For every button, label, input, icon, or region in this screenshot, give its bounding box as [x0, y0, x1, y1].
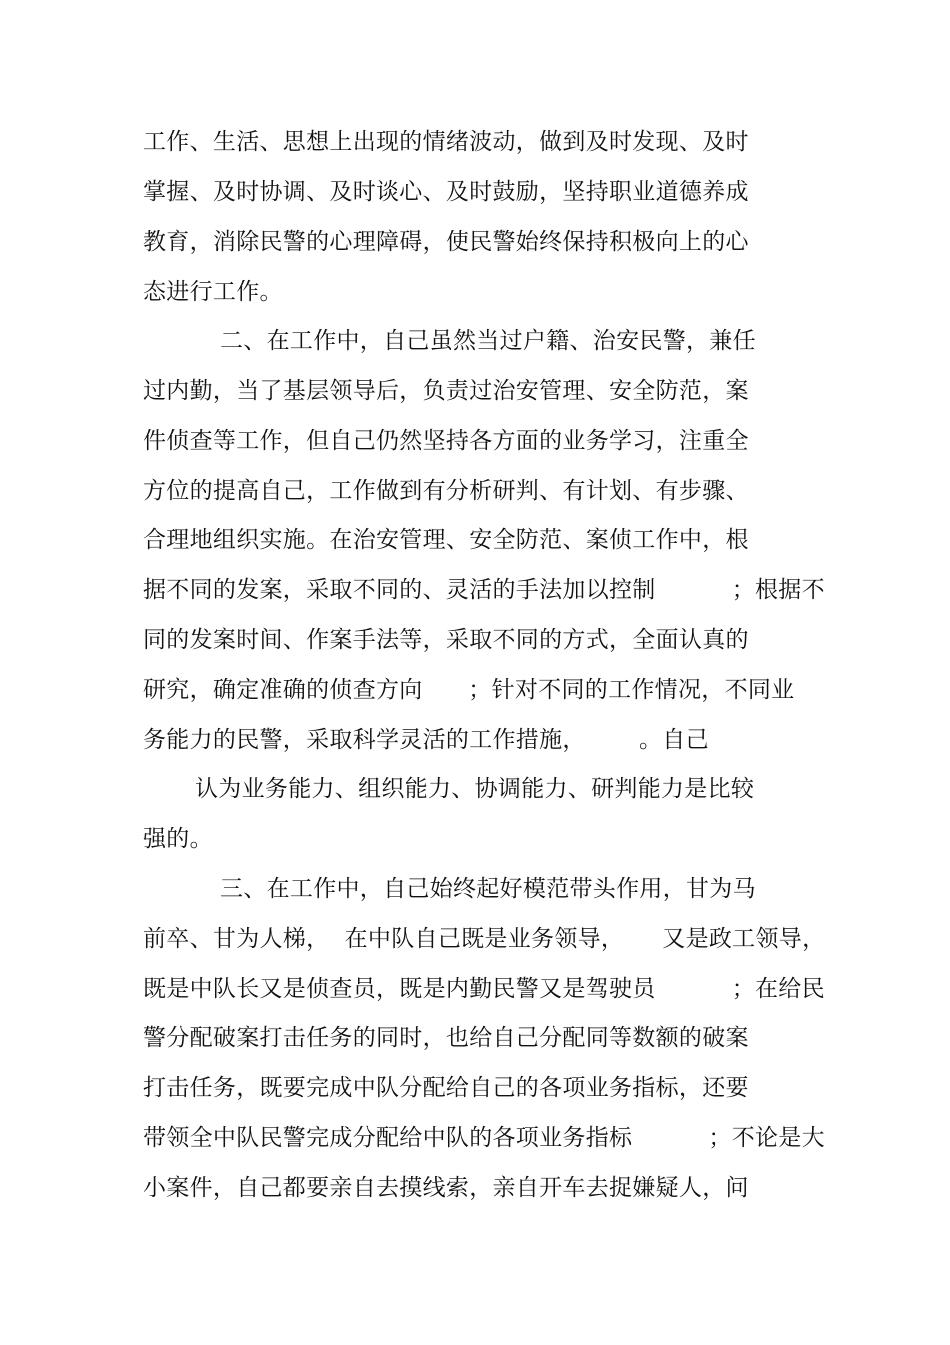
text-line: 据不同的发案，采取不同的、灵活的手法加以控制 ；根据不	[143, 577, 825, 603]
text-line: 态进行工作。	[143, 279, 283, 305]
text-line: 务能力的民警，采取科学灵活的工作措施， 。自己	[143, 727, 709, 753]
text-line: 打击任务，既要完成中队分配给自己的各项业务指标，还要	[143, 1075, 749, 1101]
text-line: 教育，消除民警的心理障碍，使民警始终保持积极向上的心	[143, 229, 749, 255]
text-line: 过内勤，当了基层领导后，负责过治安管理、安全防范，案	[143, 378, 749, 404]
text-line: 同的发案时间、作案手法等，采取不同的方式，全面认真的	[143, 627, 749, 653]
text-line: 掌握、及时协调、及时谈心、及时鼓励，坚持职业道德养成	[143, 179, 749, 205]
text-line: 前卒、甘为人梯， 在中队自己既是业务领导， 又是政工领导，	[143, 926, 826, 952]
text-line: 警分配破案打击任务的同时，也给自己分配同等数额的破案	[143, 1025, 749, 1051]
paragraph-3-first-line: 三、在工作中，自己始终起好模范带头作用，甘为马	[220, 876, 756, 902]
text-line: 工作、生活、思想上出现的情绪波动，做到及时发现、及时	[143, 129, 749, 155]
text-line: 件侦查等工作，但自己仍然坚持各方面的业务学习，注重全	[143, 428, 749, 454]
text-line: 认为业务能力、组织能力、协调能力、研判能力是比较	[195, 776, 755, 802]
text-line: 带领全中队民警完成分配给中队的各项业务指标 ；不论是大	[143, 1125, 825, 1151]
text-line: 强的。	[143, 826, 213, 852]
text-line: 既是中队长又是侦查员，既是内勤民警又是驾驶员 ；在给民	[143, 976, 825, 1002]
paragraph-2-first-line: 二、在工作中，自己虽然当过户籍、治安民警，兼任	[220, 328, 756, 354]
text-line: 研究，确定准确的侦查方向 ；针对不同的工作情况，不同业	[143, 677, 795, 703]
text-line: 方位的提高自己，工作做到有分析研判、有计划、有步骤、	[143, 478, 749, 504]
text-line: 合理地组织实施。在治安管理、安全防范、案侦工作中，根	[143, 527, 749, 553]
text-line: 小案件，自己都要亲自去摸线索，亲自开车去捉嫌疑人，问	[143, 1175, 749, 1201]
